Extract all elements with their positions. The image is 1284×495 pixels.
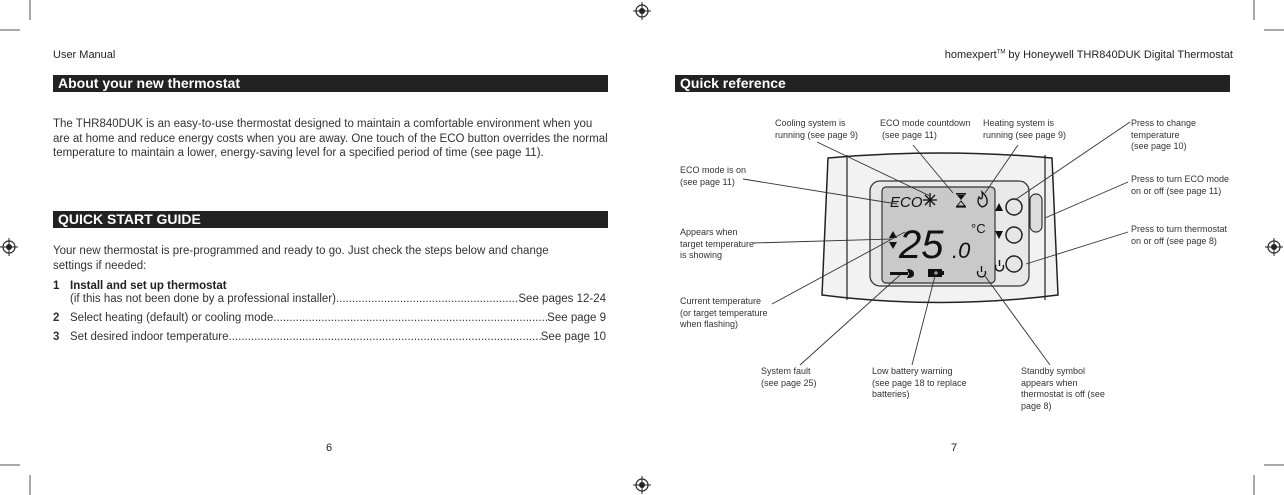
temperature-digits: 25 — [899, 223, 944, 267]
step-title: Install and set up thermostat — [70, 280, 227, 292]
callout-line: running (see page 9) — [983, 129, 1067, 140]
callout-line: (see page 11) — [882, 129, 937, 140]
step-page-ref: See page 9 — [547, 312, 606, 324]
callout-line: (or target temperature — [680, 307, 768, 318]
step-text: Select heating (default) or cooling mode — [70, 312, 274, 324]
callout-standby — [1021, 366, 1105, 412]
callout-line: page 8) — [1021, 400, 1052, 411]
callout-line: System fault — [761, 366, 811, 376]
step-number: 3 — [53, 331, 60, 343]
step-text: (if this has not been done by a professional installer) — [70, 293, 336, 305]
callout-line: thermostat is off (see — [1021, 389, 1105, 399]
callout-cooling — [775, 118, 858, 141]
callout-line: Press to change — [1131, 118, 1197, 128]
callout-line: Press to turn ECO mode — [1131, 174, 1230, 184]
qsg-line: Your new thermostat is pre-programmed and ready to go. Just check the steps below and change — [53, 245, 549, 257]
callout-current-temp — [680, 296, 768, 331]
callout-line: appears when — [1021, 377, 1078, 388]
callout-line: (see page 25) — [761, 377, 817, 388]
page-number-left: 6 — [326, 442, 333, 454]
callout-line: Heating system is — [983, 118, 1055, 128]
callout-line: Cooling system is — [775, 118, 846, 128]
callout-system-fault — [761, 366, 817, 389]
callout-line: Current temperature — [680, 296, 762, 306]
step-page-ref: See page 10 — [540, 331, 606, 343]
callout-line: is showing — [680, 250, 723, 260]
callout-press-change — [1131, 118, 1196, 153]
callout-line: on or off (see page 11) — [1131, 185, 1222, 196]
step-number: 1 — [53, 280, 60, 292]
header-product: by Honeywell THR840DUK Digital Thermostat — [1005, 49, 1233, 61]
callout-line: (see page 11) — [680, 176, 735, 187]
callout-line: running (see page 9) — [775, 129, 859, 140]
about-line: temperature to maintain a lower, energy-saving level for a specified period of time (see page 11). — [53, 147, 544, 159]
callout-eco-on — [680, 165, 746, 188]
callout-press-onoff — [1131, 224, 1227, 247]
callout-line: temperature — [1131, 129, 1180, 140]
callout-line: ECO mode countdown — [880, 118, 971, 128]
callout-line: target temperature — [680, 238, 755, 249]
page-number-right: 7 — [951, 442, 958, 454]
header-left: User Manual — [53, 49, 116, 61]
callout-heating — [983, 118, 1066, 141]
callout-line: on or off (see page 8) — [1131, 235, 1217, 246]
qsg-line: settings if needed: — [53, 259, 147, 272]
step-number: 2 — [53, 312, 60, 324]
about-line: The THR840DUK is an easy-to-use thermostat designed to maintain a comfortable environment when you — [53, 118, 593, 130]
unit-celsius: °C — [971, 221, 986, 236]
callout-line: when flashing) — [680, 319, 739, 329]
brand: homexpert — [944, 49, 997, 61]
about-line: are at home and reduce energy costs when you are away. One touch of the ECO button overrides the normal — [53, 132, 608, 145]
callout-press-eco — [1131, 174, 1229, 197]
callout-line: Appears when — [680, 227, 738, 237]
quick-start-title: QUICK START GUIDE — [53, 211, 608, 228]
quick-reference-title: Quick reference — [675, 75, 1230, 92]
callout-line: ECO mode is on — [680, 165, 747, 175]
step-text: Set desired indoor temperature — [70, 331, 229, 343]
callout-line: (see page 10) — [1131, 141, 1187, 151]
temperature-decimal: .0 — [952, 238, 971, 263]
trademark: TM — [996, 49, 1006, 56]
step-page-ref: See pages 12-24 — [518, 293, 606, 305]
about-title: About your new thermostat — [53, 75, 608, 92]
callout-low-battery — [872, 366, 967, 401]
callout-line: Standby symbol — [1021, 366, 1086, 376]
callout-appears — [680, 227, 754, 262]
callout-line: Low battery warning — [872, 366, 953, 376]
eco-indicator: ECO — [890, 194, 923, 211]
callout-line: (see page 18 to replace — [872, 377, 967, 388]
callout-line: Press to turn thermostat — [1131, 224, 1228, 234]
callout-line: batteries) — [872, 389, 910, 399]
callout-eco-countdown — [880, 118, 971, 141]
